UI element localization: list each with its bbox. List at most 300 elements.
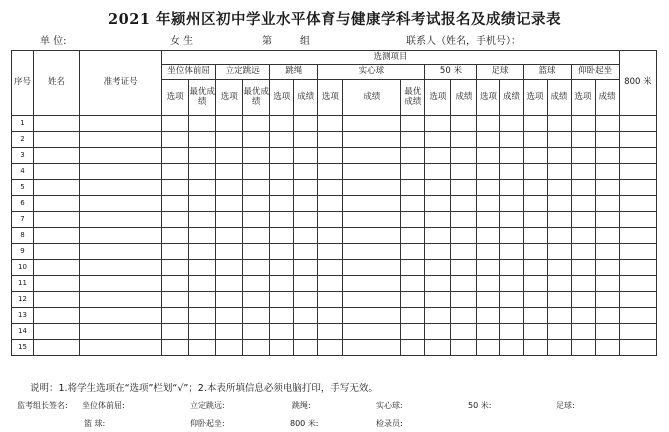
table-cell[interactable] — [243, 324, 270, 340]
table-cell[interactable] — [343, 276, 401, 292]
table-cell[interactable] — [270, 308, 294, 324]
table-cell[interactable] — [343, 244, 401, 260]
table-cell[interactable] — [425, 324, 451, 340]
table-cell[interactable] — [477, 276, 500, 292]
table-cell[interactable] — [500, 292, 523, 308]
table-cell[interactable] — [523, 292, 547, 308]
table-cell[interactable] — [595, 180, 619, 196]
table-cell[interactable] — [547, 148, 571, 164]
table-cell[interactable] — [318, 116, 343, 132]
table-cell[interactable] — [425, 132, 451, 148]
table-cell[interactable] — [547, 324, 571, 340]
table-cell[interactable] — [571, 116, 595, 132]
table-cell[interactable] — [523, 228, 547, 244]
table-cell[interactable] — [619, 292, 656, 308]
table-cell[interactable] — [451, 196, 477, 212]
table-cell[interactable] — [595, 148, 619, 164]
table-cell[interactable] — [523, 212, 547, 228]
table-cell[interactable] — [294, 276, 318, 292]
table-cell[interactable] — [477, 324, 500, 340]
table-cell[interactable] — [216, 196, 243, 212]
table-cell[interactable] — [477, 308, 500, 324]
table-cell[interactable] — [318, 276, 343, 292]
table-cell[interactable] — [477, 260, 500, 276]
table-cell[interactable] — [34, 164, 80, 180]
table-cell[interactable] — [216, 164, 243, 180]
table-cell[interactable] — [500, 244, 523, 260]
table-cell[interactable] — [451, 276, 477, 292]
table-cell[interactable] — [243, 292, 270, 308]
table-cell[interactable] — [500, 180, 523, 196]
table-cell[interactable] — [162, 308, 189, 324]
table-cell[interactable] — [216, 340, 243, 356]
table-cell[interactable] — [294, 292, 318, 308]
table-cell[interactable] — [80, 132, 162, 148]
table-cell[interactable] — [34, 196, 80, 212]
table-cell[interactable] — [595, 212, 619, 228]
table-cell[interactable] — [425, 148, 451, 164]
table-cell[interactable] — [162, 340, 189, 356]
table-cell[interactable] — [189, 148, 216, 164]
table-cell[interactable] — [243, 308, 270, 324]
table-cell[interactable] — [34, 180, 80, 196]
table-cell[interactable] — [294, 212, 318, 228]
table-cell[interactable] — [500, 228, 523, 244]
table-cell[interactable] — [80, 292, 162, 308]
table-cell[interactable] — [216, 148, 243, 164]
table-cell[interactable] — [547, 180, 571, 196]
table-cell[interactable] — [523, 148, 547, 164]
table-cell[interactable] — [451, 228, 477, 244]
table-cell[interactable] — [80, 148, 162, 164]
table-cell[interactable] — [343, 196, 401, 212]
table-cell[interactable] — [547, 260, 571, 276]
table-cell[interactable] — [425, 292, 451, 308]
table-cell[interactable] — [477, 180, 500, 196]
table-cell[interactable] — [189, 180, 216, 196]
table-cell[interactable] — [80, 116, 162, 132]
table-cell[interactable] — [619, 340, 656, 356]
table-cell[interactable] — [243, 212, 270, 228]
table-cell[interactable] — [547, 196, 571, 212]
table-cell[interactable] — [401, 260, 425, 276]
table-cell[interactable] — [243, 276, 270, 292]
table-cell[interactable] — [162, 116, 189, 132]
table-cell[interactable] — [343, 260, 401, 276]
table-cell[interactable] — [547, 164, 571, 180]
table-cell[interactable] — [571, 132, 595, 148]
table-cell[interactable] — [477, 340, 500, 356]
table-cell[interactable] — [401, 132, 425, 148]
table-cell[interactable] — [80, 212, 162, 228]
table-cell[interactable] — [343, 308, 401, 324]
table-cell[interactable] — [343, 116, 401, 132]
table-cell[interactable] — [401, 292, 425, 308]
table-cell[interactable] — [189, 260, 216, 276]
table-cell[interactable] — [162, 164, 189, 180]
table-cell[interactable] — [162, 228, 189, 244]
table-cell[interactable] — [270, 324, 294, 340]
table-cell[interactable] — [500, 132, 523, 148]
table-cell[interactable] — [451, 340, 477, 356]
table-cell[interactable] — [451, 212, 477, 228]
table-cell[interactable] — [500, 196, 523, 212]
table-cell[interactable] — [595, 116, 619, 132]
table-cell[interactable] — [343, 148, 401, 164]
table-cell[interactable] — [34, 292, 80, 308]
table-cell[interactable] — [34, 308, 80, 324]
table-cell[interactable] — [34, 116, 80, 132]
table-cell[interactable] — [477, 132, 500, 148]
table-cell[interactable] — [343, 180, 401, 196]
table-cell[interactable] — [189, 276, 216, 292]
table-cell[interactable] — [294, 340, 318, 356]
table-cell[interactable] — [294, 228, 318, 244]
table-cell[interactable] — [500, 164, 523, 180]
table-cell[interactable] — [619, 212, 656, 228]
table-cell[interactable] — [425, 340, 451, 356]
table-cell[interactable] — [318, 292, 343, 308]
table-cell[interactable] — [571, 164, 595, 180]
table-cell[interactable] — [401, 116, 425, 132]
table-cell[interactable] — [619, 116, 656, 132]
table-cell[interactable] — [619, 148, 656, 164]
table-cell[interactable] — [343, 292, 401, 308]
table-cell[interactable] — [216, 116, 243, 132]
table-cell[interactable] — [595, 132, 619, 148]
table-cell[interactable] — [189, 116, 216, 132]
table-cell[interactable] — [595, 196, 619, 212]
table-cell[interactable] — [162, 212, 189, 228]
table-cell[interactable] — [270, 276, 294, 292]
table-cell[interactable] — [318, 244, 343, 260]
table-cell[interactable] — [451, 324, 477, 340]
table-cell[interactable] — [343, 340, 401, 356]
table-cell[interactable] — [425, 116, 451, 132]
table-cell[interactable] — [270, 148, 294, 164]
table-cell[interactable] — [80, 308, 162, 324]
table-cell[interactable] — [270, 228, 294, 244]
table-cell[interactable] — [451, 308, 477, 324]
table-cell[interactable] — [595, 324, 619, 340]
table-cell[interactable] — [80, 180, 162, 196]
table-cell[interactable] — [318, 196, 343, 212]
table-cell[interactable] — [216, 244, 243, 260]
table-cell[interactable] — [270, 212, 294, 228]
table-cell[interactable] — [500, 260, 523, 276]
table-cell[interactable] — [243, 148, 270, 164]
table-cell[interactable] — [401, 164, 425, 180]
table-cell[interactable] — [571, 212, 595, 228]
table-cell[interactable] — [34, 212, 80, 228]
table-cell[interactable] — [500, 116, 523, 132]
table-cell[interactable] — [547, 132, 571, 148]
table-cell[interactable] — [343, 324, 401, 340]
table-cell[interactable] — [523, 324, 547, 340]
table-cell[interactable] — [294, 116, 318, 132]
table-cell[interactable] — [547, 276, 571, 292]
table-cell[interactable] — [243, 196, 270, 212]
table-cell[interactable] — [523, 308, 547, 324]
table-cell[interactable] — [619, 308, 656, 324]
table-cell[interactable] — [270, 164, 294, 180]
table-cell[interactable] — [500, 308, 523, 324]
table-cell[interactable] — [216, 276, 243, 292]
table-cell[interactable] — [80, 340, 162, 356]
table-cell[interactable] — [547, 228, 571, 244]
table-cell[interactable] — [80, 228, 162, 244]
table-cell[interactable] — [571, 180, 595, 196]
table-cell[interactable] — [523, 116, 547, 132]
table-cell[interactable] — [189, 244, 216, 260]
table-cell[interactable] — [34, 340, 80, 356]
table-cell[interactable] — [547, 292, 571, 308]
table-cell[interactable] — [34, 276, 80, 292]
table-cell[interactable] — [294, 244, 318, 260]
table-cell[interactable] — [162, 196, 189, 212]
table-cell[interactable] — [619, 276, 656, 292]
table-cell[interactable] — [571, 276, 595, 292]
table-cell[interactable] — [401, 180, 425, 196]
table-cell[interactable] — [425, 276, 451, 292]
table-cell[interactable] — [216, 292, 243, 308]
table-cell[interactable] — [571, 324, 595, 340]
table-cell[interactable] — [595, 260, 619, 276]
table-cell[interactable] — [451, 260, 477, 276]
table-cell[interactable] — [619, 180, 656, 196]
table-cell[interactable] — [189, 308, 216, 324]
table-cell[interactable] — [401, 228, 425, 244]
table-cell[interactable] — [318, 260, 343, 276]
table-cell[interactable] — [243, 340, 270, 356]
table-cell[interactable] — [162, 180, 189, 196]
table-cell[interactable] — [571, 148, 595, 164]
table-cell[interactable] — [216, 260, 243, 276]
table-cell[interactable] — [243, 164, 270, 180]
table-cell[interactable] — [270, 244, 294, 260]
table-cell[interactable] — [425, 180, 451, 196]
table-cell[interactable] — [619, 244, 656, 260]
table-cell[interactable] — [270, 180, 294, 196]
table-cell[interactable] — [270, 292, 294, 308]
table-cell[interactable] — [243, 228, 270, 244]
table-cell[interactable] — [318, 212, 343, 228]
table-cell[interactable] — [500, 324, 523, 340]
table-cell[interactable] — [270, 340, 294, 356]
table-cell[interactable] — [425, 212, 451, 228]
table-cell[interactable] — [34, 324, 80, 340]
table-cell[interactable] — [216, 308, 243, 324]
table-cell[interactable] — [343, 164, 401, 180]
table-cell[interactable] — [595, 340, 619, 356]
table-cell[interactable] — [523, 244, 547, 260]
table-cell[interactable] — [500, 148, 523, 164]
table-cell[interactable] — [401, 324, 425, 340]
table-cell[interactable] — [401, 340, 425, 356]
table-cell[interactable] — [523, 340, 547, 356]
table-cell[interactable] — [318, 340, 343, 356]
table-cell[interactable] — [477, 244, 500, 260]
table-cell[interactable] — [189, 324, 216, 340]
table-cell[interactable] — [451, 132, 477, 148]
table-cell[interactable] — [401, 196, 425, 212]
table-cell[interactable] — [425, 260, 451, 276]
table-cell[interactable] — [547, 308, 571, 324]
table-cell[interactable] — [571, 244, 595, 260]
table-cell[interactable] — [595, 244, 619, 260]
table-cell[interactable] — [451, 148, 477, 164]
table-cell[interactable] — [162, 148, 189, 164]
table-cell[interactable] — [571, 196, 595, 212]
table-cell[interactable] — [80, 244, 162, 260]
table-cell[interactable] — [401, 276, 425, 292]
table-cell[interactable] — [243, 180, 270, 196]
table-cell[interactable] — [162, 244, 189, 260]
table-cell[interactable] — [477, 164, 500, 180]
table-cell[interactable] — [162, 132, 189, 148]
table-cell[interactable] — [477, 116, 500, 132]
table-cell[interactable] — [500, 340, 523, 356]
table-cell[interactable] — [619, 228, 656, 244]
table-cell[interactable] — [318, 324, 343, 340]
table-cell[interactable] — [162, 324, 189, 340]
table-cell[interactable] — [270, 260, 294, 276]
table-cell[interactable] — [547, 244, 571, 260]
table-cell[interactable] — [451, 116, 477, 132]
table-cell[interactable] — [425, 164, 451, 180]
table-cell[interactable] — [80, 260, 162, 276]
table-cell[interactable] — [523, 260, 547, 276]
table-cell[interactable] — [80, 164, 162, 180]
table-cell[interactable] — [294, 260, 318, 276]
table-cell[interactable] — [294, 196, 318, 212]
table-cell[interactable] — [189, 132, 216, 148]
table-cell[interactable] — [619, 132, 656, 148]
table-cell[interactable] — [294, 164, 318, 180]
table-cell[interactable] — [425, 228, 451, 244]
table-cell[interactable] — [318, 180, 343, 196]
table-cell[interactable] — [216, 324, 243, 340]
table-cell[interactable] — [595, 228, 619, 244]
table-cell[interactable] — [401, 244, 425, 260]
table-cell[interactable] — [243, 132, 270, 148]
table-cell[interactable] — [571, 308, 595, 324]
table-cell[interactable] — [243, 260, 270, 276]
table-cell[interactable] — [294, 308, 318, 324]
table-cell[interactable] — [523, 180, 547, 196]
table-cell[interactable] — [318, 148, 343, 164]
table-cell[interactable] — [500, 276, 523, 292]
table-cell[interactable] — [477, 292, 500, 308]
table-cell[interactable] — [547, 212, 571, 228]
table-cell[interactable] — [401, 148, 425, 164]
table-cell[interactable] — [270, 196, 294, 212]
table-cell[interactable] — [189, 212, 216, 228]
table-cell[interactable] — [547, 116, 571, 132]
table-cell[interactable] — [318, 164, 343, 180]
table-cell[interactable] — [619, 164, 656, 180]
table-cell[interactable] — [401, 212, 425, 228]
table-cell[interactable] — [571, 260, 595, 276]
table-cell[interactable] — [477, 148, 500, 164]
table-cell[interactable] — [451, 180, 477, 196]
table-cell[interactable] — [243, 244, 270, 260]
table-cell[interactable] — [189, 228, 216, 244]
table-cell[interactable] — [477, 228, 500, 244]
table-cell[interactable] — [523, 196, 547, 212]
table-cell[interactable] — [619, 260, 656, 276]
table-cell[interactable] — [34, 260, 80, 276]
table-cell[interactable] — [34, 148, 80, 164]
table-cell[interactable] — [451, 244, 477, 260]
table-cell[interactable] — [451, 164, 477, 180]
table-cell[interactable] — [216, 180, 243, 196]
table-cell[interactable] — [243, 116, 270, 132]
table-cell[interactable] — [189, 292, 216, 308]
table-cell[interactable] — [425, 196, 451, 212]
table-cell[interactable] — [80, 196, 162, 212]
table-cell[interactable] — [189, 196, 216, 212]
table-cell[interactable] — [523, 276, 547, 292]
table-cell[interactable] — [80, 276, 162, 292]
table-cell[interactable] — [571, 228, 595, 244]
table-cell[interactable] — [595, 276, 619, 292]
table-cell[interactable] — [425, 308, 451, 324]
table-cell[interactable] — [34, 228, 80, 244]
table-cell[interactable] — [451, 292, 477, 308]
table-cell[interactable] — [216, 212, 243, 228]
table-cell[interactable] — [595, 292, 619, 308]
table-cell[interactable] — [318, 228, 343, 244]
table-cell[interactable] — [294, 180, 318, 196]
table-cell[interactable] — [162, 260, 189, 276]
table-cell[interactable] — [547, 340, 571, 356]
table-cell[interactable] — [571, 292, 595, 308]
table-cell[interactable] — [500, 212, 523, 228]
table-cell[interactable] — [34, 244, 80, 260]
table-cell[interactable] — [523, 132, 547, 148]
table-cell[interactable] — [523, 164, 547, 180]
table-cell[interactable] — [318, 132, 343, 148]
table-cell[interactable] — [216, 132, 243, 148]
table-cell[interactable] — [343, 132, 401, 148]
table-cell[interactable] — [425, 244, 451, 260]
table-cell[interactable] — [595, 164, 619, 180]
table-cell[interactable] — [401, 308, 425, 324]
table-cell[interactable] — [318, 308, 343, 324]
table-cell[interactable] — [80, 324, 162, 340]
table-cell[interactable] — [619, 324, 656, 340]
table-cell[interactable] — [343, 228, 401, 244]
table-cell[interactable] — [270, 116, 294, 132]
table-cell[interactable] — [294, 324, 318, 340]
table-cell[interactable] — [270, 132, 294, 148]
table-cell[interactable] — [477, 196, 500, 212]
table-cell[interactable] — [216, 228, 243, 244]
table-cell[interactable] — [162, 276, 189, 292]
table-cell[interactable] — [343, 212, 401, 228]
table-cell[interactable] — [595, 308, 619, 324]
table-cell[interactable] — [477, 212, 500, 228]
table-cell[interactable] — [34, 132, 80, 148]
table-cell[interactable] — [571, 340, 595, 356]
table-cell[interactable] — [619, 196, 656, 212]
table-cell[interactable] — [294, 132, 318, 148]
table-cell[interactable] — [162, 292, 189, 308]
table-cell[interactable] — [189, 164, 216, 180]
table-cell[interactable] — [189, 340, 216, 356]
table-cell[interactable] — [294, 148, 318, 164]
